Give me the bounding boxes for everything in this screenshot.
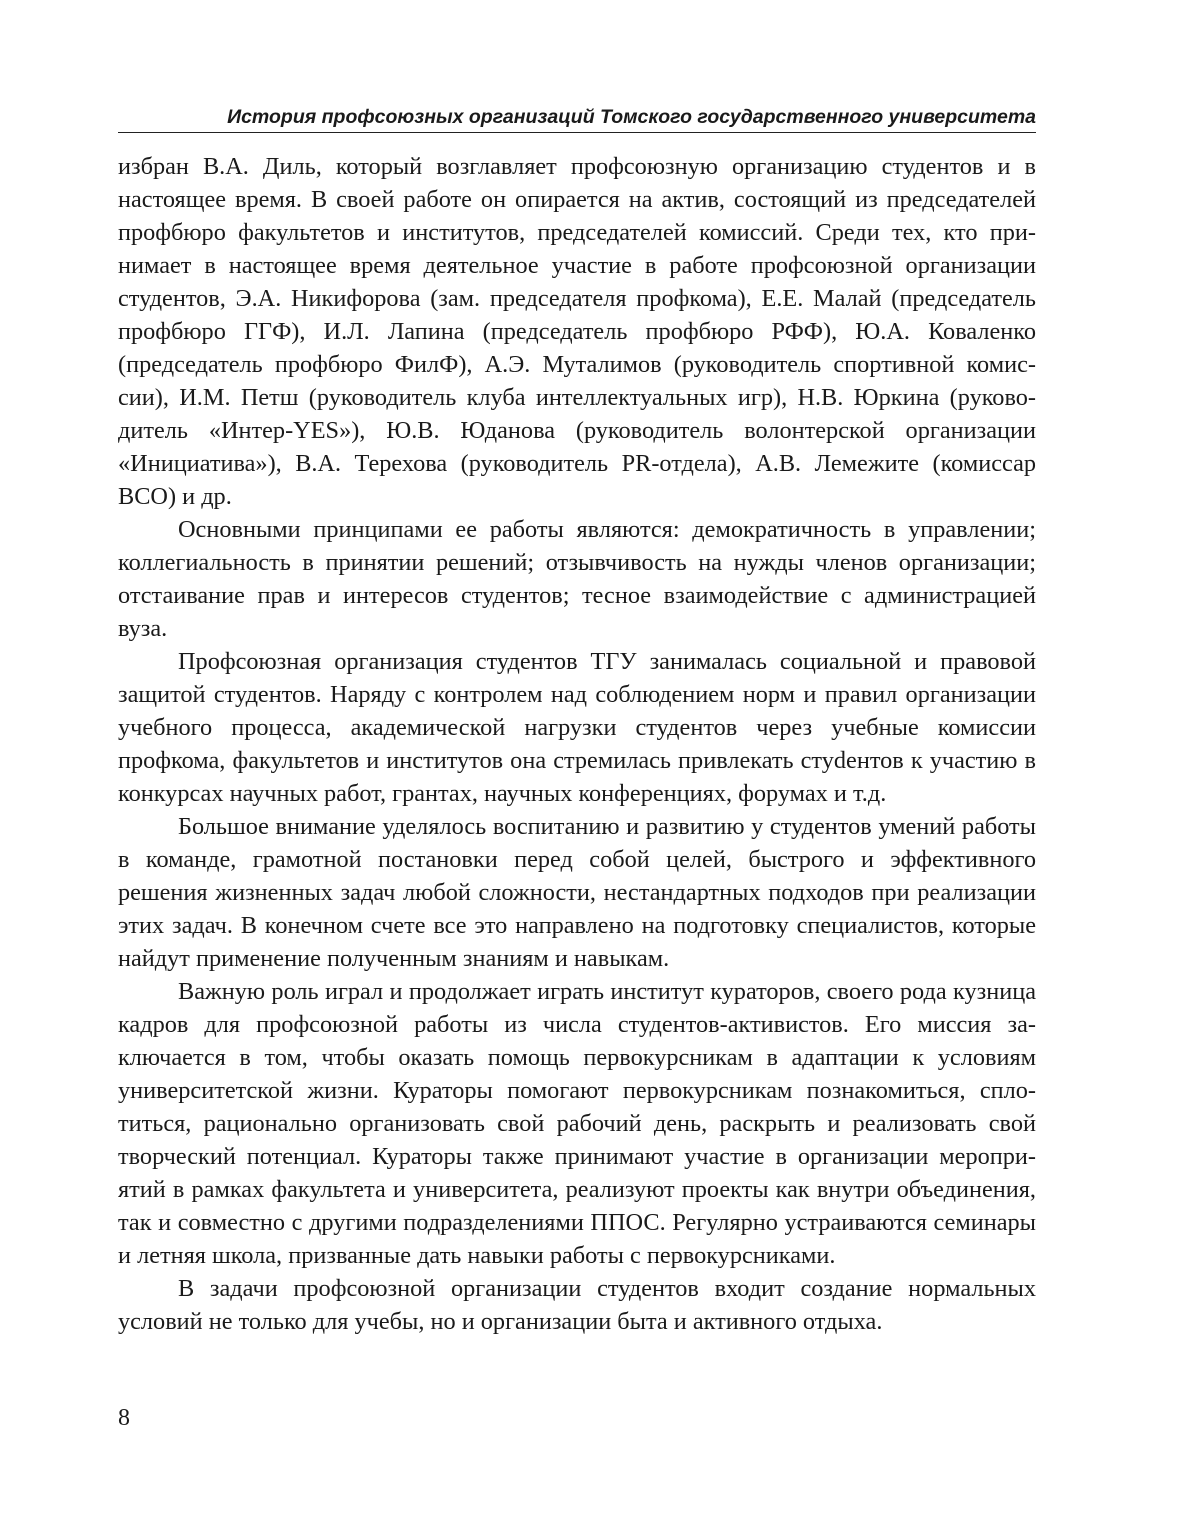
paragraph: Большое внимание уделялось воспитанию и развитию у студентов умений работы в команде, грамотной постановки перед собой целей, быстрого и эффективного решения жизненных задач любой сложности, нестандартных подходов при реализации этих задач. В конечном счете все это направлено на подготовку специалистов, которые найдут применение полученным знаниям и навыкам. [118, 813, 1036, 972]
running-header: История профсоюзных организаций Томского государственного университета [227, 106, 1036, 128]
body-text [118, 150, 1036, 1338]
paragraph: избран В.А. Диль, который возглавляет профсоюзную организацию студентов и в настоящее время. В своей работе он опирается на актив, состоящий из председателей профбюро факультетов и институтов, председателей комиссий. Среди тех, кто принимает в настоящее время деятельное участие в работе профсоюзной организации студентов, Э.А. Никифорова (зам. председателя профкома), Е.Е. Малай (председатель профбюро ГГФ), И.Л. Лапина (председатель профбюро РФФ), Ю.А. Коваленко (председатель профбюро ФилФ), А.Э. Муталимов (руководитель спортивной комиссии), И.М. Петш (руководитель клуба интеллектуальных игр), Н.В. Юркина (руководитель «Интер-YES»), Ю.В. Юданова (руководитель волонтерской организации «Инициатива»), В.А. Терехова (руководитель PR-отдела), А.В. Лемежите (комиссар ВСО) и др. [118, 153, 1036, 510]
page-number: 8 [118, 1405, 130, 1431]
paragraph: Важную роль играл и продолжает играть институт кураторов, своего рода кузница кадров для профсоюзной работы из числа студентов-активистов. Его миссия заключается в том, чтобы оказать помощь первокурсникам в адаптации к условиям университетской жизни. Кураторы помогают первокурсникам познакомиться, сплотиться, рационально организовать свой рабочий день, раскрыть и реализовать свой творческий потенциал. Кураторы также принимают участие в организации мероприятий в рамках факультета и университета, реализуют проекты как внутри объединения, так и совместно с другими подразделениями ППОС. Регулярно устраиваются семинары и летняя школа, призванные дать навыки работы с первокурсниками. [118, 978, 1036, 1269]
header-rule [118, 132, 1036, 133]
paragraph: Основными принципами ее работы являются: демократичность в управлении; коллегиальность в принятии решений; отзывчивость на нужды членов организации; отстаивание прав и интересов студентов; тесное взаимодействие с администрацией вуза. [118, 516, 1036, 642]
paragraph: Профсоюзная организация студентов ТГУ занималась социальной и правовой защитой студентов. Наряду с контролем над соблюдением норм и правил организации учебного процесса, академической нагрузки студентов через учебные комиссии профкома, факультетов и институтов она стремилась привлекать стуdентов к участию в конкурсах научных работ, грантах, научных конференциях, форумах и т.д. [118, 648, 1036, 807]
paragraph: В задачи профсоюзной организации студентов входит создание нормальных условий не только для учебы, но и организации быта и активного отдыха. [118, 1275, 1036, 1335]
